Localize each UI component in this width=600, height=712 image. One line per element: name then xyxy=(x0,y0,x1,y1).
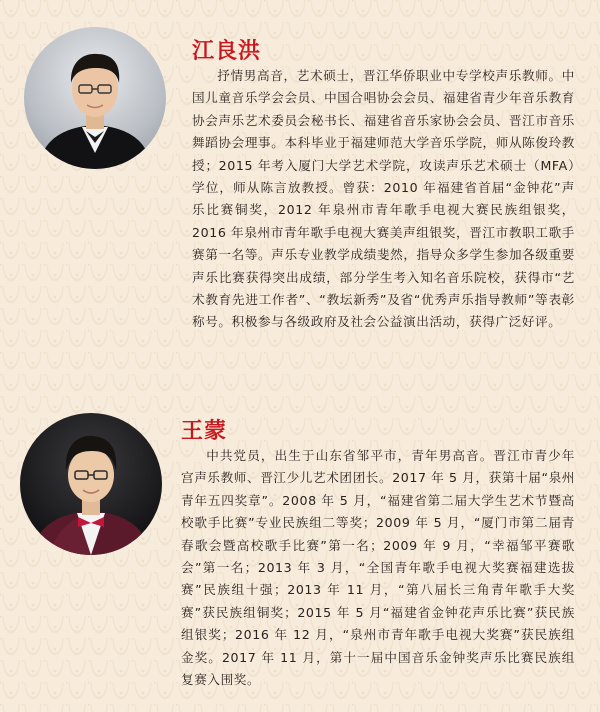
portrait-man-tuxedo-icon xyxy=(24,27,166,169)
person-name: 江良洪 xyxy=(192,39,262,64)
person-bio: 抒情男高音，艺术硕士，晋江华侨职业中专学校声乐教师。中国儿童音乐学会会员、中国合唱协会会员、福建省青少年音乐教育协会声乐艺术委员会秘书长、福建省音乐家协会会员、晋江市音乐舞蹈协会理事。本科毕业于福建师范大学音乐学院，师从陈俊玲教授；2015 年考入厦门大学艺术学院，攻读声乐艺术硕士（MFA）学位，师从陈言放教授。曾获：2010 年福建省首届“金钟花”声乐比赛铜奖，2012 年泉州市青年歌手电视大赛民族组银奖，2016 年泉州市青年歌手电视大赛美声组银奖，晋江市教职工歌手赛第一名等。声乐专业教学成绩斐然，指导众多学生参加各级重要声乐比赛获得突出成绩，部分学生考入知名音乐院校，获得市“艺术教育先进工作者”、“教坛新秀”及省“优秀声乐指导教师”等表彰称号。积极参与各级政府及社会公益演出活动，获得广泛好评。 xyxy=(192,68,575,330)
person-name: 王蒙 xyxy=(181,419,228,444)
portrait-photo xyxy=(24,27,166,169)
person-bio: 中共党员，出生于山东省邹平市，青年男高音。晋江市青少年宫声乐教师、晋江少儿艺术团团长。2017 年 5 月，获第十届“泉州青年五四奖章”。2008 年 5 月，“福建省第二届大学生艺术节暨高校歌手比赛”专业民族组二等奖；2009 年 5 月，“厦门市第二届青春歌会暨高校歌手比赛”第一名；2009 年 9 月，“幸福邹平赛歌会”第一名；2013 年 3 月，“全国青年歌手电视大奖赛福建选拔赛”民族组十强；2013 年 11 月，“第八届长三角青年歌手大奖赛”获民族组铜奖；2015 年 5 月“福建省金钟花声乐比赛”获民族组银奖；2016 年 12 月，“泉州市青年歌手电视大奖赛”获民族组金奖。2017 年 11 月，第十一届中国音乐金钟奖声乐比赛民族组复赛入围奖。 xyxy=(181,448,575,688)
portrait-man-bowtie-icon xyxy=(20,413,162,555)
portrait-photo xyxy=(20,413,162,555)
